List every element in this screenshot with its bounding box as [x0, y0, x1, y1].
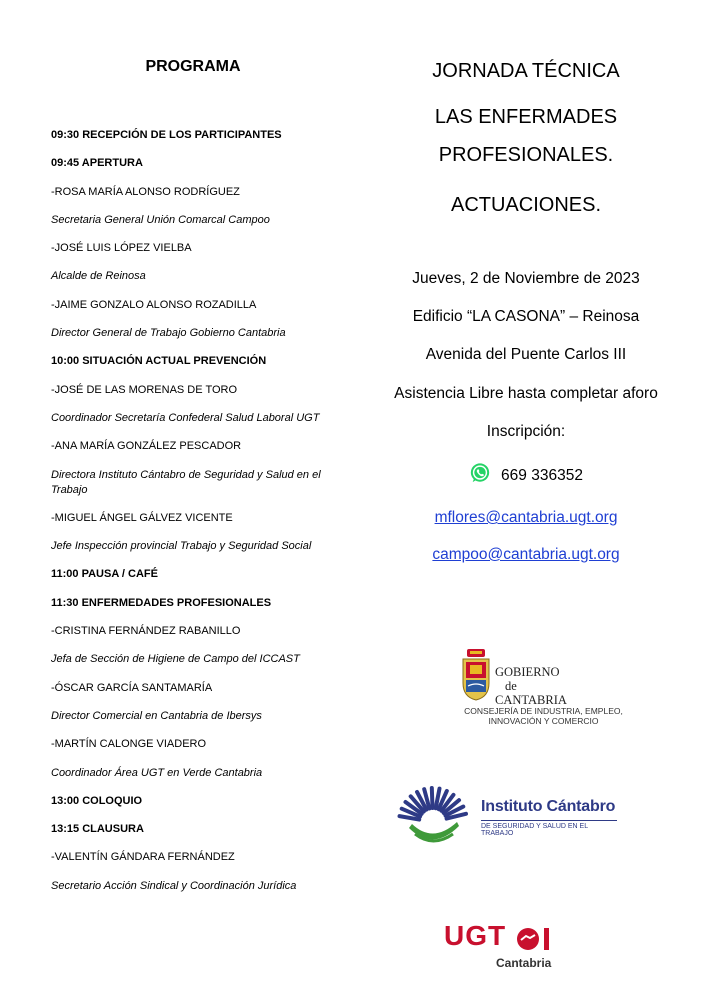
gobierno-line1: GOBIERNO [495, 665, 560, 679]
instituto-cantabro-logo [395, 778, 635, 858]
event-venue: Edificio “LA CASONA” – Reinosa [412, 308, 640, 325]
programa-item-name: -MARTÍN CALONGE VIADERO [51, 738, 207, 751]
programa-item-name: -CRISTINA FERNÁNDEZ RABANILLO [51, 625, 241, 638]
programa-item-time: 11:00 PAUSA / CAFÉ [51, 568, 158, 581]
programa-item-role: Coordinador Área UGT en Verde Cantabria [51, 766, 263, 779]
ugt-name: UGT [444, 920, 507, 951]
programa-item-name: -JOSÉ LUIS LÓPEZ VIELBA [51, 242, 192, 255]
coat-of-arms-icon [461, 649, 491, 701]
programa-item-name: -ÓSCAR GARCÍA SANTAMARÍA [51, 681, 213, 694]
programa-item-role: Alcalde de Reinosa [51, 270, 146, 283]
icast-ray [432, 788, 433, 808]
ugt-handshake-icon [516, 926, 550, 952]
event-subtitle-line2: PROFESIONALES. [438, 144, 614, 166]
ugt-region: Cantabria [496, 956, 552, 970]
programa-item-name: -MIGUEL ÁNGEL GÁLVEZ VICENTE [51, 511, 233, 524]
programa-item-time: 09:30 RECEPCIÓN DE LOS PARTICIPANTES [51, 129, 282, 141]
ugt-cantabria-logo [440, 920, 560, 970]
inscription-label: Inscripción: [486, 423, 566, 440]
programa-item-role: Secretaria General Unión Comarcal Campoo [51, 213, 270, 226]
programa-item-time: 13:00 COLOQUIO [51, 794, 143, 807]
event-subtitle-line3: ACTUACIONES. [450, 194, 602, 216]
programa-item-name: -ANA MARÍA GONZÁLEZ PESCADOR [51, 440, 242, 453]
icast-name: Instituto Cántabro [481, 798, 616, 815]
event-title: JORNADA TÉCNICA [432, 60, 620, 82]
gobierno-cantabria-logo [461, 649, 621, 729]
programa-item-name: -ROSA MARÍA ALONSO RODRÍGUEZ [51, 185, 240, 198]
email1-row [370, 509, 682, 527]
email-link-campoo[interactable]: campoo@cantabria.ugt.org [432, 546, 620, 563]
programa-item-name: -VALENTÍN GÁNDARA FERNÁNDEZ [51, 851, 235, 864]
programa-item-role: Jefe Inspección provincial Trabajo y Seguridad Social [51, 540, 312, 553]
event-address: Avenida del Puente Carlos III [425, 346, 627, 363]
email2-row [370, 546, 682, 564]
programa-item-time: 13:15 CLAUSURA [51, 823, 144, 836]
gobierno-line3: CANTABRIA [495, 693, 567, 707]
email-link-mflores[interactable]: mflores@cantabria.ugt.org [434, 509, 618, 526]
programa-item-time: 11:30 ENFERMEDADES PROFESIONALES [51, 596, 272, 609]
programa-item-role: Jefa de Sección de Higiene de Campo del ICCAST [51, 653, 300, 666]
programa-item-role: Director Comercial en Cantabria de Ibersys [51, 709, 262, 722]
gobierno-sub1: CONSEJERÍA DE INDUSTRIA, EMPLEO, [464, 706, 623, 716]
programa-list [51, 128, 351, 907]
event-attendance: Asistencia Libre hasta completar aforo [394, 385, 658, 402]
gobierno-line2: de [505, 679, 517, 693]
programa-item-time: 09:45 APERTURA [51, 157, 143, 170]
programa-title: PROGRAMA [145, 58, 241, 75]
event-subtitle-line1: LAS ENFERMADES [434, 106, 618, 128]
phone-number: 669 336352 [501, 467, 583, 485]
programa-item-role: Secretario Acción Sindical y Coordinación Jurídica [51, 879, 297, 892]
programa-item-name: -JOSÉ DE LAS MORENAS DE TORO [51, 383, 238, 396]
whatsapp-icon [469, 462, 491, 490]
phone-row [370, 462, 682, 490]
programa-item-time: 10:00 SITUACIÓN ACTUAL PREVENCIÓN [51, 355, 267, 368]
gobierno-sub2: INNOVACIÓN Y COMERCIO [488, 716, 599, 726]
event-date: Jueves, 2 de Noviembre de 2023 [412, 270, 640, 287]
programa-item-name: -JAIME GONZALO ALONSO ROZADILLA [51, 298, 257, 311]
icast-emblem-icon [395, 778, 471, 854]
programa-item-role: Director General de Trabajo Gobierno Cantabria [51, 327, 286, 340]
programa-item-role: Directora Instituto Cántabro de Seguridad y Salud en el Trabajo [51, 468, 321, 496]
programa-item-role: Coordinador Secretaría Confederal Salud Laboral UGT [51, 411, 320, 424]
icast-subtitle: DE SEGURIDAD Y SALUD EN EL TRABAJO [481, 820, 617, 837]
